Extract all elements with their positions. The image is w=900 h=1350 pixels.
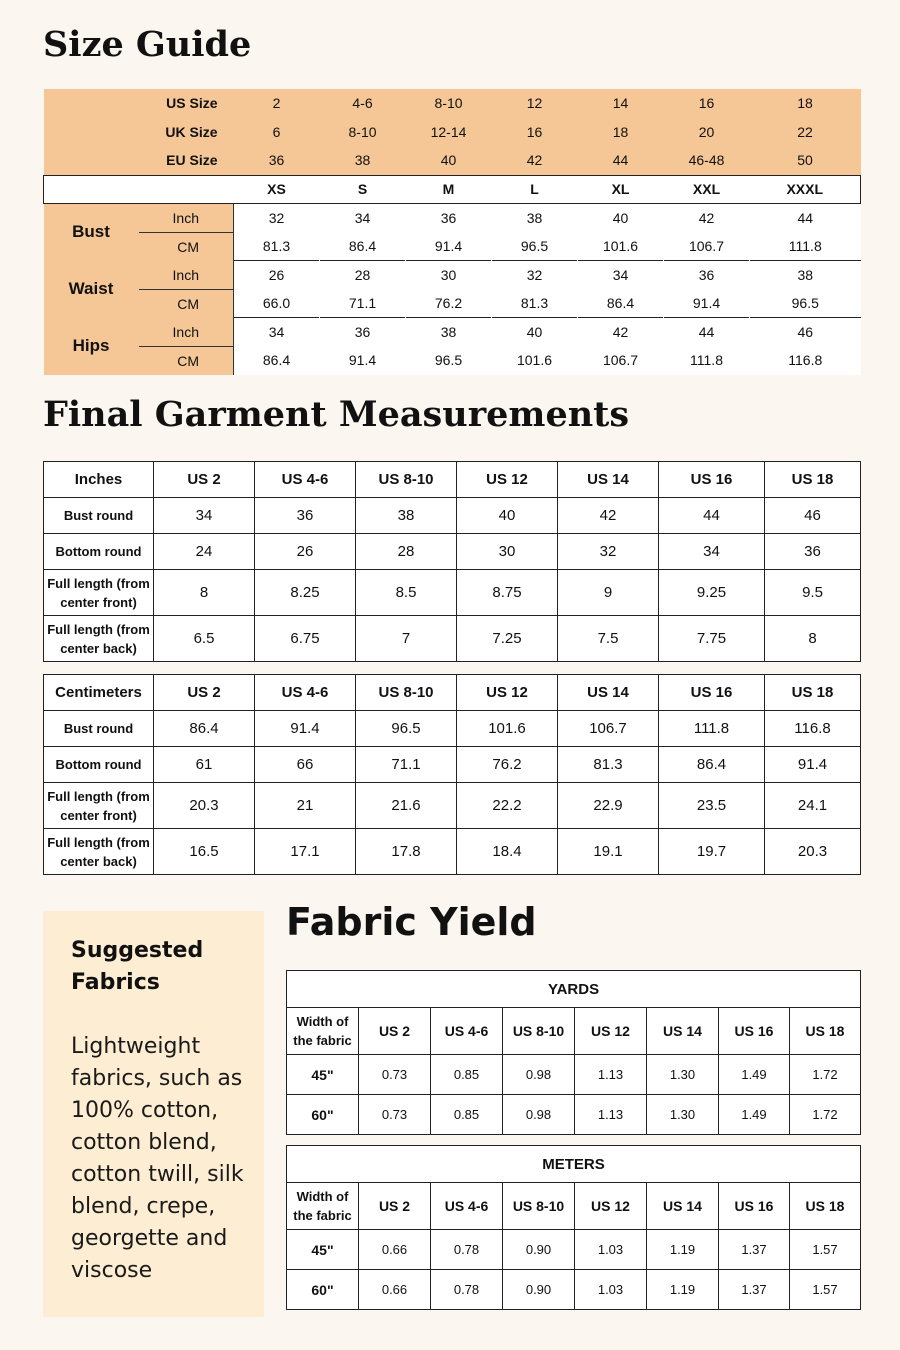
measurement-name-hips: Hips xyxy=(44,318,139,375)
size-row-uk xyxy=(44,118,861,147)
size-cell: 14 xyxy=(578,89,664,118)
measure-cell: 44 xyxy=(664,318,750,347)
size-cell: 36 xyxy=(234,146,320,175)
table-cell: 0.78 xyxy=(431,1270,503,1310)
table-caption-row xyxy=(287,971,861,1008)
table-cell: 86.4 xyxy=(154,711,255,747)
table-cell: 1.19 xyxy=(647,1230,719,1270)
size-header: US 18 xyxy=(765,462,861,498)
table-cell: 32 xyxy=(558,534,659,570)
table-cell: 34 xyxy=(659,534,765,570)
unit-label: Inch xyxy=(139,261,234,290)
measurement-name-bust: Bust xyxy=(44,203,139,261)
size-header: US 8-10 xyxy=(356,462,457,498)
table-cell: 71.1 xyxy=(356,747,457,783)
size-cell: 22 xyxy=(750,118,861,147)
letter-size: XL xyxy=(578,175,664,203)
size-cell: 6 xyxy=(234,118,320,147)
page-title-size-guide: Size Guide xyxy=(43,24,252,65)
size-header: US 16 xyxy=(659,675,765,711)
table-cell: 16.5 xyxy=(154,829,255,875)
table-cell: 7 xyxy=(356,616,457,662)
hips-inch-row xyxy=(44,318,861,347)
table-cell: 1.49 xyxy=(719,1095,790,1135)
size-guide-table xyxy=(43,89,861,375)
size-row-label: UK Size xyxy=(44,118,234,147)
table-cell: 28 xyxy=(356,534,457,570)
measure-cell: 30 xyxy=(406,261,492,290)
measure-cell: 81.3 xyxy=(492,289,578,318)
size-cell: 16 xyxy=(492,118,578,147)
table-row xyxy=(44,829,861,875)
final-garment-inches-table xyxy=(43,461,861,662)
measure-cell: 26 xyxy=(234,261,320,290)
letter-size: XXXL xyxy=(750,175,861,203)
size-header: US 2 xyxy=(359,1008,431,1055)
table-cell: 0.66 xyxy=(359,1230,431,1270)
table-cell: 34 xyxy=(154,498,255,534)
table-header-row xyxy=(287,1183,861,1230)
size-header: US 14 xyxy=(647,1008,719,1055)
unit-label: Inch xyxy=(139,318,234,347)
table-cell: 91.4 xyxy=(255,711,356,747)
size-header: US 14 xyxy=(647,1183,719,1230)
measure-cell: 40 xyxy=(578,203,664,232)
measure-cell: 96.5 xyxy=(406,346,492,375)
table-cell: 81.3 xyxy=(558,747,659,783)
letter-size: M xyxy=(406,175,492,203)
table-cell: 0.73 xyxy=(359,1095,431,1135)
size-cell: 8-10 xyxy=(406,89,492,118)
size-header: US 4-6 xyxy=(431,1183,503,1230)
size-cell: 18 xyxy=(750,89,861,118)
table-cell: 0.66 xyxy=(359,1270,431,1310)
row-label: Full length (from center front) xyxy=(44,783,154,829)
table-cell: 8.25 xyxy=(255,570,356,616)
table-cell: 19.1 xyxy=(558,829,659,875)
table-cell: 22.2 xyxy=(457,783,558,829)
table-cell: 20.3 xyxy=(765,829,861,875)
table-cell: 0.98 xyxy=(503,1095,575,1135)
size-header: US 2 xyxy=(154,462,255,498)
size-header: US 8-10 xyxy=(503,1183,575,1230)
waist-cm-row xyxy=(44,289,861,318)
table-cell: 8.75 xyxy=(457,570,558,616)
table-cell: 61 xyxy=(154,747,255,783)
table-cell: 66 xyxy=(255,747,356,783)
size-header: US 16 xyxy=(659,462,765,498)
table-cell: 42 xyxy=(558,498,659,534)
unit-header: Centimeters xyxy=(44,675,154,711)
table-cell: 106.7 xyxy=(558,711,659,747)
width-header: Width of the fabric xyxy=(287,1183,359,1230)
size-header: US 2 xyxy=(154,675,255,711)
table-cell: 23.5 xyxy=(659,783,765,829)
table-cell: 19.7 xyxy=(659,829,765,875)
measure-cell: 111.8 xyxy=(664,346,750,375)
table-cell: 7.5 xyxy=(558,616,659,662)
size-header: US 12 xyxy=(457,462,558,498)
table-cell: 38 xyxy=(356,498,457,534)
table-cell: 1.30 xyxy=(647,1055,719,1095)
letter-size: L xyxy=(492,175,578,203)
size-header: US 4-6 xyxy=(431,1008,503,1055)
size-cell: 42 xyxy=(492,146,578,175)
size-row-label: US Size xyxy=(44,89,234,118)
table-cell: 9 xyxy=(558,570,659,616)
section-title-fabric-yield: Fabric Yield xyxy=(286,900,537,944)
measure-cell: 42 xyxy=(664,203,750,232)
table-cell: 7.25 xyxy=(457,616,558,662)
measure-cell: 34 xyxy=(320,203,406,232)
size-cell: 50 xyxy=(750,146,861,175)
size-cell: 44 xyxy=(578,146,664,175)
table-row xyxy=(44,570,861,616)
table-row xyxy=(287,1055,861,1095)
table-cell: 30 xyxy=(457,534,558,570)
table-cell: 1.19 xyxy=(647,1270,719,1310)
size-cell: 40 xyxy=(406,146,492,175)
table-cell: 24 xyxy=(154,534,255,570)
measure-cell: 86.4 xyxy=(320,232,406,261)
measure-cell: 91.4 xyxy=(664,289,750,318)
size-header: US 8-10 xyxy=(503,1008,575,1055)
row-label: Full length (from center back) xyxy=(44,829,154,875)
table-cell: 0.90 xyxy=(503,1270,575,1310)
size-cell: 18 xyxy=(578,118,664,147)
measure-cell: 106.7 xyxy=(578,346,664,375)
suggested-fabrics-title: Suggested Fabrics xyxy=(71,938,204,995)
bust-inch-row xyxy=(44,203,861,232)
table-cell: 8.5 xyxy=(356,570,457,616)
table-row xyxy=(44,534,861,570)
table-cell: 6.75 xyxy=(255,616,356,662)
measure-cell: 38 xyxy=(492,203,578,232)
table-cell: 1.13 xyxy=(575,1055,647,1095)
table-header-row xyxy=(44,675,861,711)
table-cell: 7.75 xyxy=(659,616,765,662)
table-cell: 17.1 xyxy=(255,829,356,875)
final-garment-centimeters-table xyxy=(43,674,861,875)
measure-cell: 116.8 xyxy=(750,346,861,375)
bust-cm-row xyxy=(44,232,861,261)
table-cell: 40 xyxy=(457,498,558,534)
table-cell: 101.6 xyxy=(457,711,558,747)
table-caption: METERS xyxy=(287,1146,861,1183)
unit-label: CM xyxy=(139,289,234,318)
table-cell: 116.8 xyxy=(765,711,861,747)
letter-size: S xyxy=(320,175,406,203)
table-cell: 18.4 xyxy=(457,829,558,875)
measure-cell: 36 xyxy=(664,261,750,290)
measure-cell: 34 xyxy=(234,318,320,347)
measure-cell: 76.2 xyxy=(406,289,492,318)
table-cell: 0.85 xyxy=(431,1055,503,1095)
table-cell: 1.13 xyxy=(575,1095,647,1135)
unit-label: CM xyxy=(139,232,234,261)
measure-cell: 96.5 xyxy=(492,232,578,261)
size-cell: 12-14 xyxy=(406,118,492,147)
measure-cell: 36 xyxy=(406,203,492,232)
size-row-label: EU Size xyxy=(44,146,234,175)
size-header: US 4-6 xyxy=(255,462,356,498)
measure-cell: 40 xyxy=(492,318,578,347)
fabric-yield-meters-table xyxy=(286,1145,861,1310)
row-label: Full length (from center back) xyxy=(44,616,154,662)
measure-cell: 111.8 xyxy=(750,232,861,261)
measure-cell: 38 xyxy=(406,318,492,347)
suggested-fabrics-text: Lightweight fabrics, such as 100% cotton, cotton blend, cotton twill, silk blend, crepe, georgette and viscose xyxy=(71,1034,244,1283)
measure-cell: 86.4 xyxy=(234,346,320,375)
table-cell: 1.72 xyxy=(790,1055,861,1095)
table-cell: 22.9 xyxy=(558,783,659,829)
table-row xyxy=(287,1095,861,1135)
fabric-yield-yards-table xyxy=(286,970,861,1135)
measure-cell: 44 xyxy=(750,203,861,232)
size-cell: 16 xyxy=(664,89,750,118)
table-cell: 1.03 xyxy=(575,1230,647,1270)
measure-cell: 32 xyxy=(492,261,578,290)
letter-size: XXL xyxy=(664,175,750,203)
table-cell: 1.03 xyxy=(575,1270,647,1310)
row-label: Full length (from center front) xyxy=(44,570,154,616)
row-label: Bust round xyxy=(44,711,154,747)
table-row xyxy=(44,616,861,662)
table-cell: 111.8 xyxy=(659,711,765,747)
table-cell: 9.5 xyxy=(765,570,861,616)
measure-cell: 96.5 xyxy=(750,289,861,318)
measure-cell: 42 xyxy=(578,318,664,347)
size-row-us xyxy=(44,89,861,118)
size-row-eu xyxy=(44,146,861,175)
size-cell: 8-10 xyxy=(320,118,406,147)
table-cell: 20.3 xyxy=(154,783,255,829)
table-cell: 36 xyxy=(765,534,861,570)
fabric-width: 45" xyxy=(287,1055,359,1095)
size-cell: 46-48 xyxy=(664,146,750,175)
hips-cm-row xyxy=(44,346,861,375)
table-cell: 0.90 xyxy=(503,1230,575,1270)
table-cell: 0.78 xyxy=(431,1230,503,1270)
table-row xyxy=(44,783,861,829)
table-caption: YARDS xyxy=(287,971,861,1008)
table-cell: 1.30 xyxy=(647,1095,719,1135)
size-header: US 16 xyxy=(719,1008,790,1055)
row-label: Bust round xyxy=(44,498,154,534)
size-header: US 4-6 xyxy=(255,675,356,711)
unit-label: Inch xyxy=(139,203,234,232)
table-cell: 1.37 xyxy=(719,1270,790,1310)
size-header: US 16 xyxy=(719,1183,790,1230)
letter-size: XS xyxy=(234,175,320,203)
table-cell: 1.57 xyxy=(790,1230,861,1270)
row-label: Bottom round xyxy=(44,534,154,570)
size-header: US 12 xyxy=(457,675,558,711)
measure-cell: 66.0 xyxy=(234,289,320,318)
size-header: US 14 xyxy=(558,675,659,711)
table-cell: 91.4 xyxy=(765,747,861,783)
measure-cell: 101.6 xyxy=(492,346,578,375)
table-cell: 17.8 xyxy=(356,829,457,875)
table-cell: 1.49 xyxy=(719,1055,790,1095)
measure-cell: 91.4 xyxy=(320,346,406,375)
size-header: US 12 xyxy=(575,1183,647,1230)
letters-corner xyxy=(44,175,234,203)
fabric-width: 60" xyxy=(287,1095,359,1135)
row-label: Bottom round xyxy=(44,747,154,783)
measure-cell: 38 xyxy=(750,261,861,290)
measure-cell: 101.6 xyxy=(578,232,664,261)
size-cell: 4-6 xyxy=(320,89,406,118)
table-cell: 1.72 xyxy=(790,1095,861,1135)
table-cell: 44 xyxy=(659,498,765,534)
size-header: US 18 xyxy=(765,675,861,711)
section-title-final-garment: Final Garment Measurements xyxy=(43,394,630,435)
table-row xyxy=(287,1270,861,1310)
size-header: US 12 xyxy=(575,1008,647,1055)
table-cell: 21.6 xyxy=(356,783,457,829)
table-cell: 1.57 xyxy=(790,1270,861,1310)
measurement-name-waist: Waist xyxy=(44,261,139,318)
fabric-width: 45" xyxy=(287,1230,359,1270)
measure-cell: 28 xyxy=(320,261,406,290)
table-row xyxy=(44,747,861,783)
table-cell: 46 xyxy=(765,498,861,534)
width-header: Width of the fabric xyxy=(287,1008,359,1055)
table-cell: 0.73 xyxy=(359,1055,431,1095)
table-cell: 6.5 xyxy=(154,616,255,662)
table-header-row xyxy=(287,1008,861,1055)
size-header: US 18 xyxy=(790,1008,861,1055)
table-cell: 26 xyxy=(255,534,356,570)
measure-cell: 36 xyxy=(320,318,406,347)
waist-inch-row xyxy=(44,261,861,290)
table-cell: 96.5 xyxy=(356,711,457,747)
size-header: US 14 xyxy=(558,462,659,498)
measure-cell: 32 xyxy=(234,203,320,232)
table-cell: 76.2 xyxy=(457,747,558,783)
table-cell: 0.85 xyxy=(431,1095,503,1135)
size-header: US 2 xyxy=(359,1183,431,1230)
unit-label: CM xyxy=(139,346,234,375)
table-cell: 24.1 xyxy=(765,783,861,829)
size-cell: 20 xyxy=(664,118,750,147)
table-caption-row xyxy=(287,1146,861,1183)
table-row xyxy=(44,711,861,747)
measure-cell: 34 xyxy=(578,261,664,290)
measure-cell: 46 xyxy=(750,318,861,347)
table-cell: 9.25 xyxy=(659,570,765,616)
size-cell: 2 xyxy=(234,89,320,118)
table-cell: 1.37 xyxy=(719,1230,790,1270)
table-cell: 21 xyxy=(255,783,356,829)
table-header-row xyxy=(44,462,861,498)
table-cell: 86.4 xyxy=(659,747,765,783)
measure-cell: 91.4 xyxy=(406,232,492,261)
measure-cell: 81.3 xyxy=(234,232,320,261)
unit-header: Inches xyxy=(44,462,154,498)
suggested-fabrics-panel xyxy=(43,911,264,1317)
table-row xyxy=(287,1230,861,1270)
size-cell: 38 xyxy=(320,146,406,175)
size-cell: 12 xyxy=(492,89,578,118)
fabric-width: 60" xyxy=(287,1270,359,1310)
table-cell: 8 xyxy=(765,616,861,662)
measure-cell: 106.7 xyxy=(664,232,750,261)
table-row xyxy=(44,498,861,534)
measure-cell: 71.1 xyxy=(320,289,406,318)
size-header: US 8-10 xyxy=(356,675,457,711)
table-cell: 0.98 xyxy=(503,1055,575,1095)
size-row-letters xyxy=(44,175,861,203)
table-cell: 36 xyxy=(255,498,356,534)
table-cell: 8 xyxy=(154,570,255,616)
size-header: US 18 xyxy=(790,1183,861,1230)
measure-cell: 86.4 xyxy=(578,289,664,318)
